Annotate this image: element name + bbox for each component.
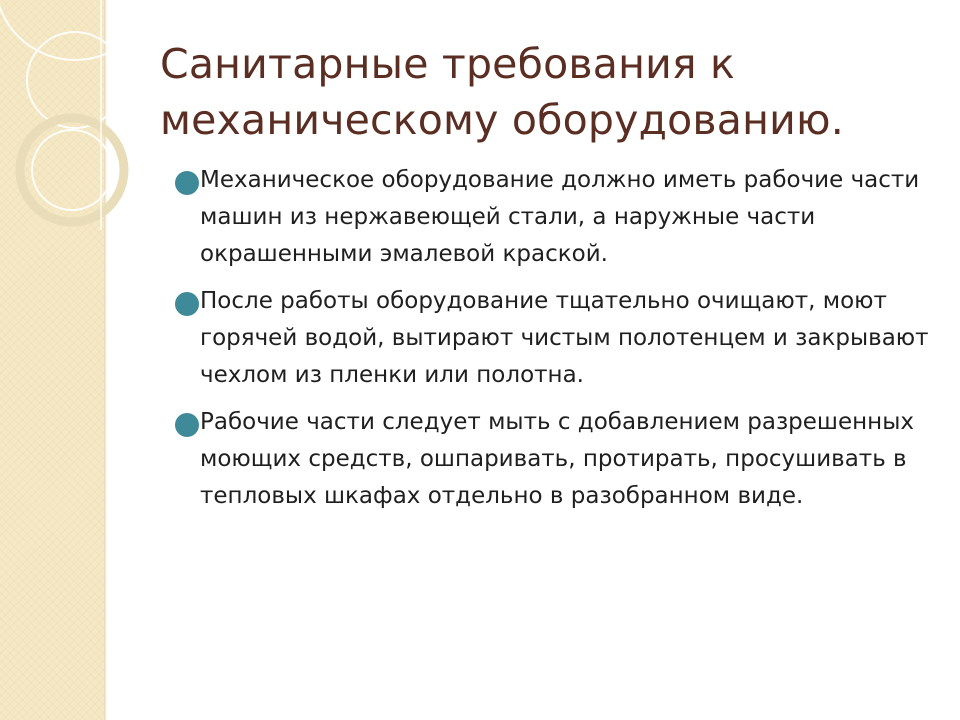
bullet-circle-icon bbox=[175, 413, 199, 437]
ring-top-arc bbox=[0, 0, 155, 60]
bullet-text: Рабочие части следует мыть с добавлением разрешенных моющих средств, ошпаривать, протирать, просушивать в тепловых шкафах отдельно в разобранном виде. bbox=[200, 409, 914, 509]
bullet-text: Механическое оборудование должно иметь рабочие части машин из нержавеющей стали, а наружные части окрашенными эмалевой краской. bbox=[200, 167, 920, 267]
ring-middle-inner bbox=[32, 130, 112, 210]
ring-middle-outer bbox=[20, 118, 124, 222]
slide-title: Санитарные требования к механическому оборудованию. bbox=[160, 40, 844, 144]
bullet-item-2 bbox=[175, 283, 935, 394]
bullet-circle-icon bbox=[175, 171, 199, 195]
bullet-text: После работы оборудование тщательно очищают, моют горячей водой, вытирают чистым полотенцем и закрывают чехлом из пленки или полотна. bbox=[200, 288, 929, 388]
bullet-item-1 bbox=[175, 162, 935, 273]
bullet-circle-icon bbox=[175, 292, 199, 316]
bullet-list bbox=[175, 162, 935, 525]
bullet-item-3 bbox=[175, 404, 935, 515]
